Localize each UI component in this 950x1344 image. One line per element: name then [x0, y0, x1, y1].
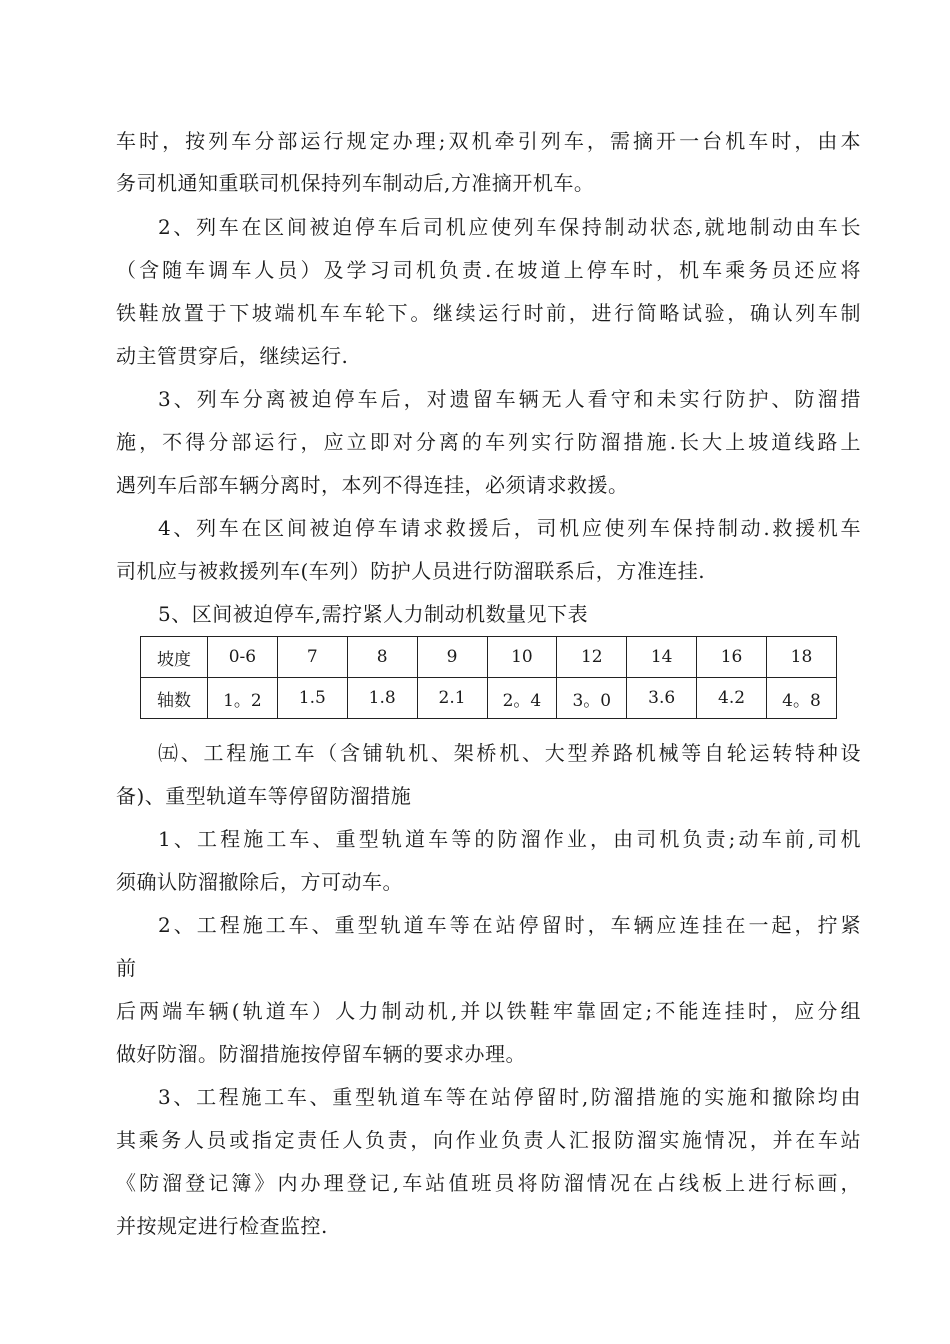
paragraph-line: 《防溜登记簿》内办理登记,车站值班员将防溜情况在占线板上进行标画，: [116, 1171, 861, 1195]
paragraph-line: （含随车调车人员）及学习司机负责.在坡道上停车时，机车乘务员还应将: [116, 258, 861, 282]
paragraph-line: 施，不得分部运行，应立即对分离的车列实行防溜措施.长大上坡道线路上: [116, 430, 861, 454]
paragraph-line: 后两端车辆(轨道车）人力制动机,并以铁鞋牢靠固定;不能连挂时，应分组: [116, 999, 861, 1023]
paragraph-line: 司机应与被救援列车(车列）防护人员进行防溜联系后，方准连挂.: [116, 559, 706, 583]
paragraph-line: 其乘务人员或指定责任人负责，向作业负责人汇报防溜实施情况，并在车站: [116, 1128, 861, 1152]
paragraph-line: 3、列车分离被迫停车后，对遗留车辆无人看守和未实行防护、防溜措: [158, 387, 861, 411]
paragraph-line: 前: [116, 956, 137, 980]
table-cell: 9: [417, 637, 487, 678]
paragraph-line: 做好防溜。防溜措施按停留车辆的要求办理。: [116, 1042, 526, 1066]
table-cell: 4。8: [767, 678, 837, 719]
table-cell: 3.6: [627, 678, 697, 719]
table-cell: 0-6: [208, 637, 278, 678]
paragraph-line: 并按规定进行检查监控.: [116, 1214, 328, 1238]
table-cell: 14: [627, 637, 697, 678]
paragraph-line: 务司机通知重联司机保持列车制动后,方准摘开机车。: [116, 171, 595, 195]
table-cell: 1.5: [277, 678, 347, 719]
table-cell: 10: [487, 637, 557, 678]
paragraph-line: 遇列车后部车辆分离时，本列不得连挂，必须请求救援。: [116, 473, 629, 497]
table-cell: 2.1: [417, 678, 487, 719]
table-cell: 3。0: [557, 678, 627, 719]
table-header-cell: 轴数: [141, 678, 208, 719]
table-cell: 1。2: [208, 678, 278, 719]
section-heading: ㈤、工程施工车（含铺轨机、架桥机、大型养路机械等自轮运转特种设: [158, 741, 861, 765]
table-row-slope: [141, 637, 837, 678]
table-cell: 2。4: [487, 678, 557, 719]
table-cell: 7: [277, 637, 347, 678]
paragraph-line: 2、列车在区间被迫停车后司机应使列车保持制动状态,就地制动由车长: [158, 215, 861, 239]
table-cell: 8: [347, 637, 417, 678]
brake-count-table: [140, 636, 837, 719]
section-heading: 备)、重型轨道车等停留防溜措施: [116, 784, 412, 808]
table-caption: 5、区间被迫停车,需拧紧人力制动机数量见下表: [158, 602, 589, 626]
paragraph-line: 3、工程施工车、重型轨道车等在站停留时,防溜措施的实施和撤除均由: [158, 1085, 861, 1109]
paragraph-line: 须确认防溜撤除后，方可动车。: [116, 870, 403, 894]
paragraph-line: 铁鞋放置于下坡端机车车轮下。继续运行时前，进行简略试验，确认列车制: [116, 301, 861, 325]
paragraph-line: 2、工程施工车、重型轨道车等在站停留时，车辆应连挂在一起，拧紧: [158, 913, 861, 937]
table-cell: 12: [557, 637, 627, 678]
paragraph-line: 动主管贯穿后，继续运行.: [116, 344, 349, 368]
table-cell: 16: [697, 637, 767, 678]
table-cell: 18: [767, 637, 837, 678]
table-cell: 4.2: [697, 678, 767, 719]
table-header-cell: 坡度: [141, 637, 208, 678]
paragraph-line: 4、列车在区间被迫停车请求救援后，司机应使列车保持制动.救援机车: [158, 516, 861, 540]
paragraph-line: 车时，按列车分部运行规定办理;双机牵引列车，需摘开一台机车时，由本: [116, 129, 861, 153]
table-row-axles: [141, 678, 837, 719]
paragraph-line: 1、工程施工车、重型轨道车等的防溜作业，由司机负责;动车前,司机: [158, 827, 861, 851]
table-cell: 1.8: [347, 678, 417, 719]
